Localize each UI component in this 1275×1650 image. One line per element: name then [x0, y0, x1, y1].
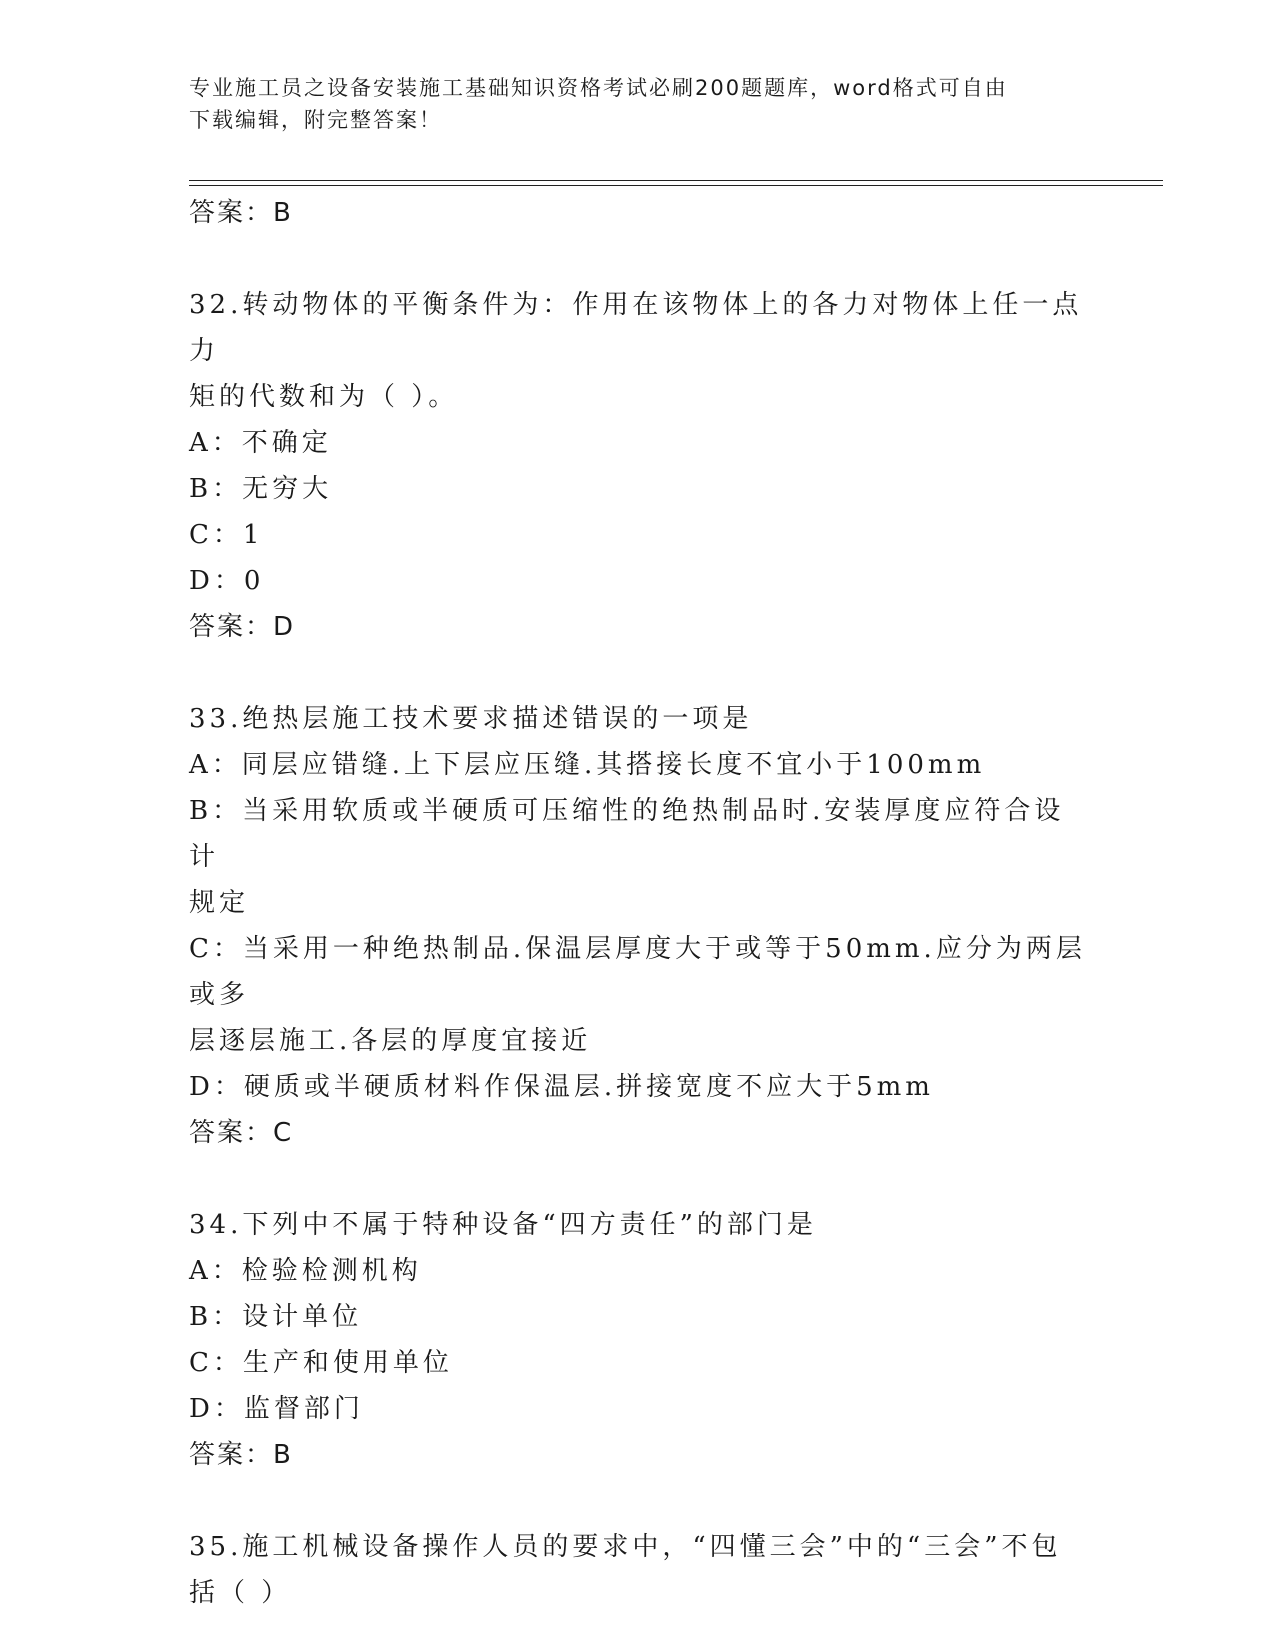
answer-line: 答案：B	[189, 198, 293, 228]
option-b: B：当采用软质或半硬质可压缩性的绝热制品时.安装厚度应符合设计	[189, 796, 1065, 872]
question-stem: 35.施工机械设备操作人员的要求中，“四懂三会”中的“三会”不包	[189, 1532, 1062, 1562]
option-c: C：当采用一种绝热制品.保温层厚度大于或等于50mm.应分为两层或多	[189, 934, 1086, 1010]
option-b: B：无穷大	[189, 474, 333, 504]
option-d: D：监督部门	[189, 1394, 364, 1424]
option-a: A：不确定	[189, 428, 332, 458]
option-b: B：设计单位	[189, 1302, 363, 1332]
question-33	[189, 696, 1089, 1156]
answer-line: 答案：D	[189, 612, 296, 642]
question-stem: 33.绝热层施工技术要求描述错误的一项是	[189, 704, 753, 734]
question-list	[189, 190, 1089, 1616]
option-b-continued: 规定	[189, 888, 250, 918]
header-line-1: 专业施工员之设备安装施工基础知识资格考试必刷200题题库，word格式可自由	[189, 76, 1008, 100]
question-32	[189, 282, 1089, 650]
option-c-continued: 层逐层施工.各层的厚度宜接近	[189, 1026, 592, 1056]
document-header	[189, 72, 1069, 136]
option-d: D：硬质或半硬质材料作保温层.拼接宽度不应大于5mm	[189, 1072, 934, 1102]
question-35	[189, 1524, 1089, 1616]
question-stem: 34.下列中不属于特种设备“四方责任”的部门是	[189, 1210, 817, 1240]
header-divider-bottom	[189, 185, 1163, 186]
question-stem: 矩的代数和为（ ）。	[189, 382, 459, 412]
option-c: C：生产和使用单位	[189, 1348, 453, 1378]
question-stem: 括（ ）	[189, 1578, 292, 1608]
option-d: D：0	[189, 566, 265, 596]
header-divider-top	[189, 180, 1163, 181]
answer-line: 答案：B	[189, 1440, 293, 1470]
option-a: A：同层应错缝.上下层应压缝.其搭接长度不宜小于100mm	[189, 750, 986, 780]
header-line-2: 下载编辑，附完整答案！	[189, 108, 442, 132]
option-c: C：1	[189, 520, 264, 550]
question-stem: 32.转动物体的平衡条件为：作用在该物体上的各力对物体上任一点力	[189, 290, 1083, 366]
option-a: A：检验检测机构	[189, 1256, 422, 1286]
question-34	[189, 1202, 1089, 1478]
answer-line: 答案：C	[189, 1118, 294, 1148]
